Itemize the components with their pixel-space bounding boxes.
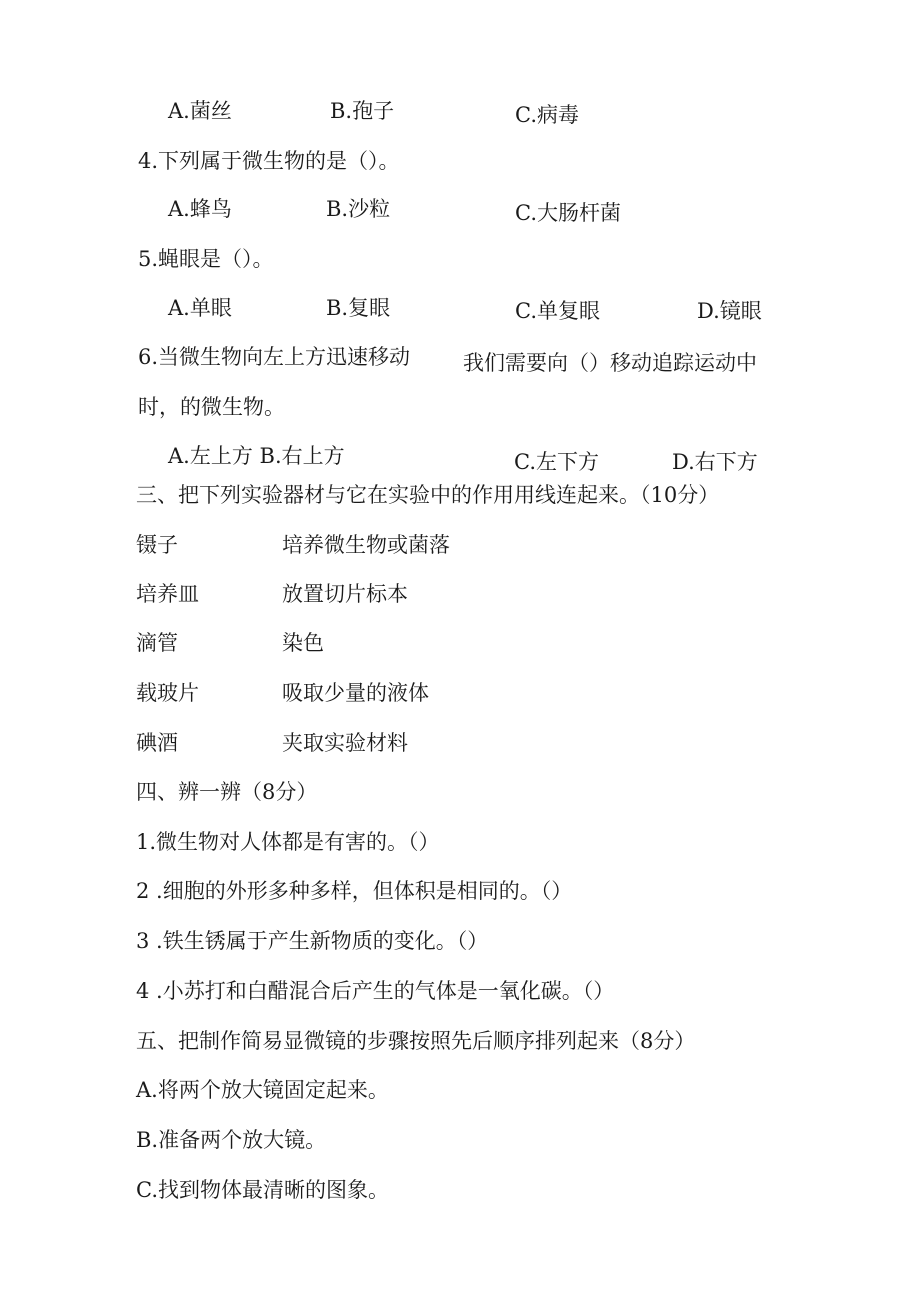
tool-item: 碘酒 bbox=[136, 731, 178, 755]
q3-option-b: B.孢子 bbox=[330, 99, 395, 123]
q5-option-d: D.镜眼 bbox=[697, 299, 762, 323]
q6-text-line2: 时，的微生物。 bbox=[138, 395, 285, 419]
judge-item: 2 .细胞的外形多种多样，但体积是相同的。（） bbox=[136, 879, 573, 903]
q4-option-a: A.蜂鸟 bbox=[168, 197, 232, 221]
section3-heading: 三、把下列实验器材与它在实验中的作用用线连起来。（10分） bbox=[136, 483, 720, 507]
use-item: 夹取实验材料 bbox=[282, 731, 408, 755]
q4-option-c: C.大肠杆菌 bbox=[515, 201, 621, 225]
q6-option-c: C.左下方 bbox=[514, 450, 599, 474]
tool-item: 培养皿 bbox=[136, 582, 199, 606]
use-item: 染色 bbox=[282, 631, 324, 655]
q5-option-c: C.单复眼 bbox=[515, 299, 600, 323]
q6-text-right: 我们需要向（）移动追踪运动中 bbox=[463, 351, 757, 375]
judge-item: 3 .铁生锈属于产生新物质的变化。（） bbox=[136, 929, 489, 953]
tool-item: 镊子 bbox=[136, 533, 178, 557]
step-item: B.准备两个放大镜。 bbox=[136, 1128, 327, 1152]
tool-item: 滴管 bbox=[136, 631, 178, 655]
step-item: A.将两个放大镜固定起来。 bbox=[136, 1078, 389, 1102]
q3-option-a: A.菌丝 bbox=[168, 99, 232, 123]
q6-options-ab-clipped bbox=[168, 444, 388, 468]
judge-item: 4 .小苏打和白醋混合后产生的气体是一氧化碳。（） bbox=[136, 979, 615, 1003]
use-item: 放置切片标本 bbox=[282, 582, 408, 606]
q6-option-c-clipped bbox=[514, 450, 634, 474]
q4-option-b: B.沙粒 bbox=[326, 197, 391, 221]
q5-text: 5.蝇眼是（）。 bbox=[138, 247, 274, 271]
section5-heading: 五、把制作简易显微镜的步骤按照先后顺序排列起来（8分） bbox=[136, 1029, 696, 1053]
use-item: 吸取少量的液体 bbox=[282, 681, 429, 705]
q4-text: 4.下列属于微生物的是（）。 bbox=[138, 149, 400, 173]
step-item: C.找到物体最清晰的图象。 bbox=[136, 1178, 389, 1202]
q6-text-left: 6.当微生物向左上方迅速移动 bbox=[138, 345, 411, 369]
judge-item: 1.微生物对人体都是有害的。（） bbox=[136, 830, 440, 854]
q3-option-c: C.病毒 bbox=[515, 103, 579, 127]
tool-item: 载玻片 bbox=[136, 681, 199, 705]
section4-heading: 四、辨一辨（8分） bbox=[136, 780, 318, 804]
q6-option-d-clipped bbox=[672, 450, 792, 474]
use-item: 培养微生物或菌落 bbox=[282, 533, 450, 557]
q6-option-d: D.右下方 bbox=[672, 450, 758, 474]
q5-option-a: A.单眼 bbox=[168, 296, 232, 320]
q5-option-b: B.复眼 bbox=[326, 296, 391, 320]
q6-option-ab: A.左上方 B.右上方 bbox=[168, 444, 345, 468]
